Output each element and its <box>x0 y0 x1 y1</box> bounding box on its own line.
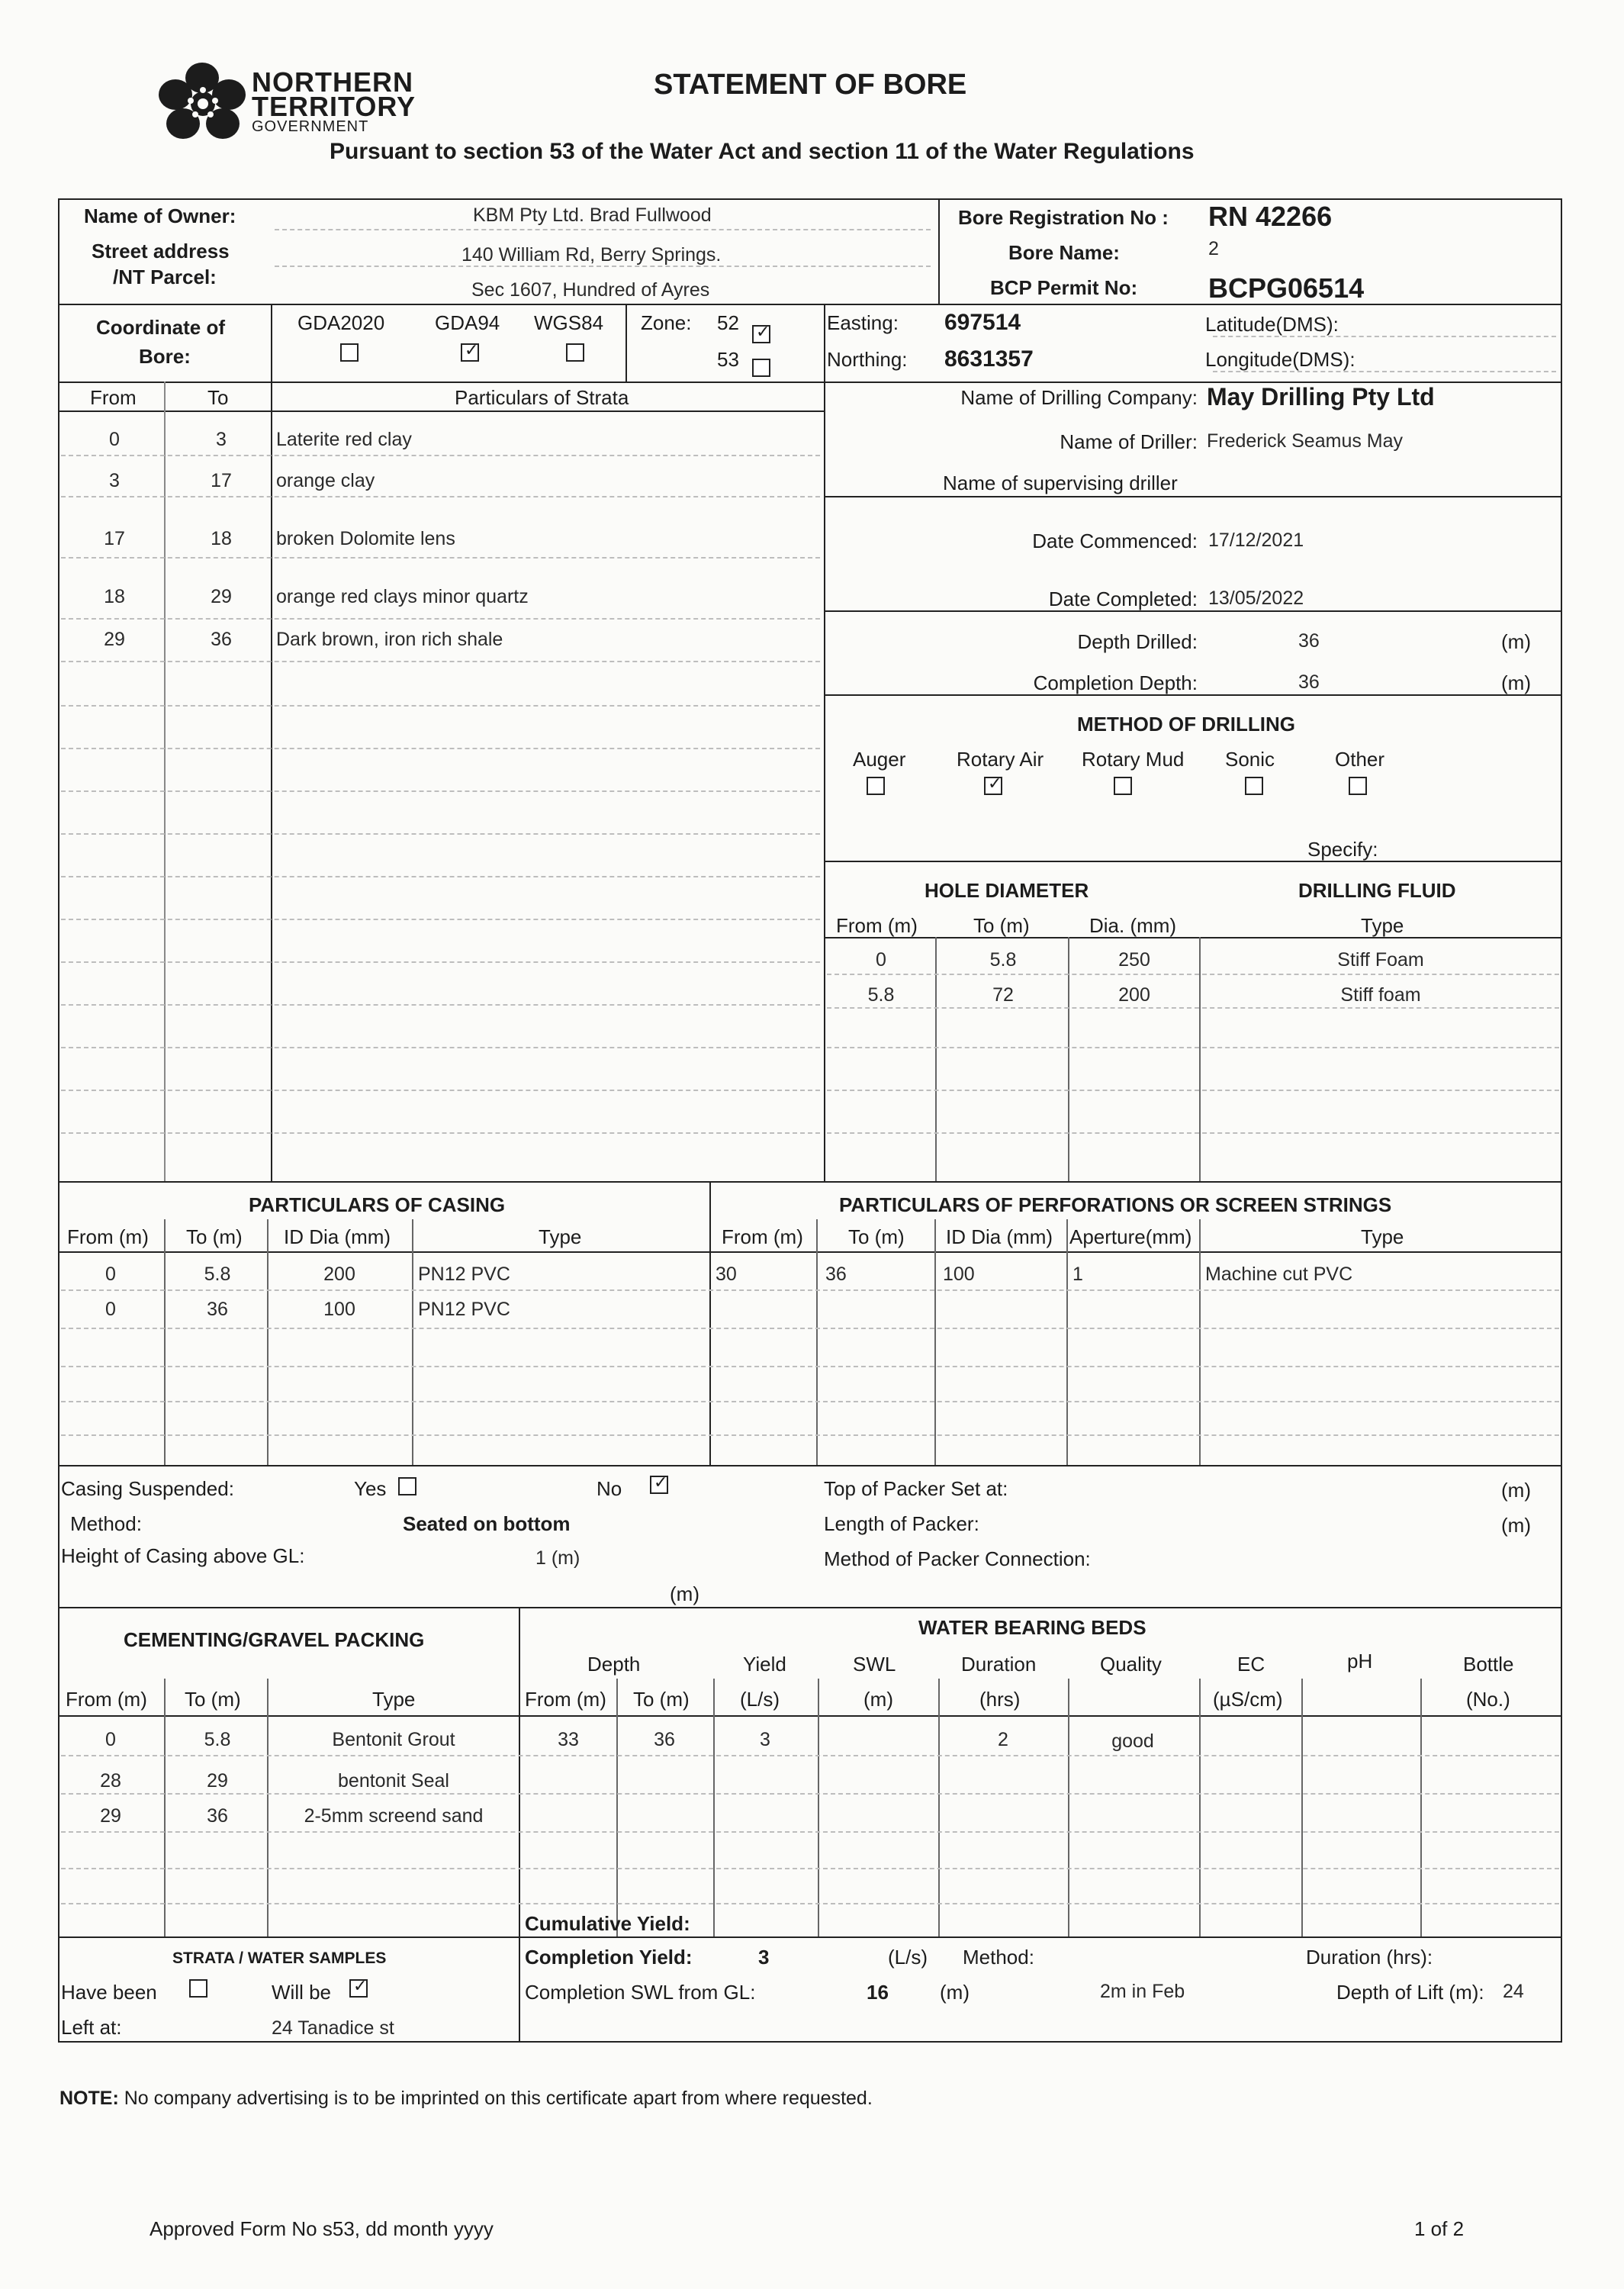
gda2020-checkbox[interactable] <box>340 343 359 362</box>
cementing-row-type: 2-5mm screend sand <box>304 1805 484 1827</box>
casing-suspended-yes-label: Yes <box>354 1477 387 1500</box>
completion-swl-value: 16 <box>867 1981 889 2004</box>
zone-label: Zone: <box>641 311 692 334</box>
water-ec-header: EC <box>1237 1653 1265 1676</box>
water-duration-unit: (hrs) <box>979 1688 1021 1711</box>
method-rotary-air-checkbox[interactable] <box>984 777 1002 795</box>
completion-depth-unit: (m) <box>1501 671 1531 694</box>
depth-drilled-value: 36 <box>1298 630 1320 652</box>
owner-name-label: Name of Owner: <box>84 204 236 227</box>
completion-depth-value: 36 <box>1298 671 1320 693</box>
drilling-company-label: Name of Drilling Company: <box>960 386 1198 409</box>
casing-height-value: 1 (m) <box>535 1547 580 1569</box>
logo-line-1: NORTHERN <box>252 66 413 98</box>
casing-row-id: 100 <box>323 1299 355 1320</box>
perf-row-id: 100 <box>943 1264 975 1285</box>
bore-registration-label: Bore Registration No : <box>958 206 1169 229</box>
date-commenced-label: Date Commenced: <box>1032 530 1198 552</box>
completion-depth-label: Completion Depth: <box>1033 671 1198 694</box>
packer-method-label: Method of Packer Connection: <box>824 1547 1091 1570</box>
hole-diameter-title: HOLE DIAMETER <box>925 879 1089 902</box>
cementing-row-to: 5.8 <box>204 1729 231 1750</box>
date-completed-value: 13/05/2022 <box>1208 588 1304 609</box>
strata-to-header: To <box>207 386 229 409</box>
perf-from-header: From (m) <box>722 1225 803 1248</box>
fluid-type-header: Type <box>1361 914 1404 937</box>
strata-row-from: 29 <box>104 629 125 650</box>
hole-row-to: 72 <box>992 984 1014 1006</box>
method-of-drilling-title: METHOD OF DRILLING <box>1077 713 1295 736</box>
bore-name-value: 2 <box>1208 238 1219 259</box>
bore-name-label: Bore Name: <box>1008 241 1120 264</box>
completion-swl-label: Completion SWL from GL: <box>525 1981 756 2004</box>
nt-logo <box>153 60 252 145</box>
flower-emblem-icon <box>153 60 252 145</box>
longitude-label: Longitude(DMS): <box>1205 348 1355 371</box>
latitude-label: Latitude(DMS): <box>1205 313 1339 336</box>
zone-53-checkbox[interactable] <box>752 359 770 377</box>
hole-from-header: From (m) <box>836 914 918 937</box>
completion-yield-value: 3 <box>758 1946 770 1969</box>
hole-row-to: 5.8 <box>989 949 1017 971</box>
cumulative-yield-label: Cumulative Yield: <box>525 1912 690 1935</box>
water-row-from: 33 <box>558 1729 579 1750</box>
page-title: STATEMENT OF BORE <box>654 69 967 101</box>
casing-row-to: 5.8 <box>204 1264 231 1285</box>
samples-will-be-label: Will be <box>272 1981 332 2004</box>
water-row-yield: 3 <box>760 1729 770 1750</box>
perf-row-aperture: 1 <box>1072 1264 1083 1285</box>
cementing-row-from: 0 <box>105 1729 116 1750</box>
completion-method-label: Method: <box>963 1946 1034 1969</box>
wgs84-label: WGS84 <box>534 311 604 334</box>
method-auger-label: Auger <box>853 748 906 771</box>
perf-type-header: Type <box>1361 1225 1404 1248</box>
cementing-row-from: 28 <box>100 1770 121 1792</box>
owner-name-value: KBM Pty Ltd. Brad Fullwood <box>473 204 712 226</box>
casing-method-label: Method: <box>70 1512 142 1535</box>
date-completed-label: Date Completed: <box>1048 588 1198 610</box>
cementing-row-type: Bentonit Grout <box>332 1729 455 1750</box>
gda94-label: GDA94 <box>435 311 500 334</box>
water-yield-header: Yield <box>743 1653 786 1676</box>
casing-row-from: 0 <box>105 1299 116 1320</box>
bore-label: Bore: <box>139 345 191 368</box>
water-bottle-unit: (No.) <box>1466 1688 1510 1711</box>
casing-row-type: PN12 PVC <box>418 1264 510 1285</box>
water-swl-unit: (m) <box>863 1688 893 1711</box>
wgs84-checkbox[interactable] <box>566 343 584 362</box>
samples-have-been-label: Have been <box>61 1981 157 2004</box>
casing-suspended-no-label: No <box>597 1477 622 1500</box>
strata-row-desc: orange red clays minor quartz <box>276 586 529 607</box>
samples-left-at-value: 24 Tanadice st <box>272 2017 394 2039</box>
cementing-title: CEMENTING/GRAVEL PACKING <box>124 1628 425 1651</box>
water-to-header: To (m) <box>633 1688 690 1711</box>
strata-row-to: 18 <box>211 528 232 549</box>
hole-row-dia: 200 <box>1118 984 1150 1006</box>
packer-top-label: Top of Packer Set at: <box>824 1477 1008 1500</box>
casing-row-type: PN12 PVC <box>418 1299 510 1320</box>
completion-duration-label: Duration (hrs): <box>1306 1946 1433 1969</box>
strata-row-from: 17 <box>104 528 125 549</box>
casing-to-header: To (m) <box>186 1225 243 1248</box>
water-duration-header: Duration <box>961 1653 1037 1676</box>
water-ph-header: pH <box>1347 1650 1373 1672</box>
casing-extra-unit: (m) <box>670 1582 699 1605</box>
footer-note-text: No company advertising is to be imprinted on this certificate apart from where requested. <box>124 2088 873 2109</box>
casing-id-header: ID Dia (mm) <box>284 1225 391 1248</box>
water-row-quality: good <box>1111 1730 1154 1752</box>
fluid-row-type: Stiff Foam <box>1337 949 1424 971</box>
perf-id-header: ID Dia (mm) <box>946 1225 1053 1248</box>
page-subtitle: Pursuant to section 53 of the Water Act and section 11 of the Water Regulations <box>330 139 1195 164</box>
driller-value: Frederick Seamus May <box>1207 430 1404 452</box>
casing-type-header: Type <box>539 1225 582 1248</box>
method-rotary-mud-label: Rotary Mud <box>1082 748 1185 771</box>
casing-height-label: Height of Casing above GL: <box>61 1544 305 1567</box>
cementing-from-header: From (m) <box>66 1688 147 1711</box>
strata-from-header: From <box>90 386 137 409</box>
casing-method-value: Seated on bottom <box>403 1512 571 1535</box>
packer-top-unit: (m) <box>1501 1479 1531 1502</box>
water-bearing-title: WATER BEARING BEDS <box>918 1616 1146 1639</box>
depth-of-lift-value: 24 <box>1503 1981 1524 2002</box>
logo-line-3: GOVERNMENT <box>252 118 369 135</box>
water-yield-unit: (L/s) <box>740 1688 780 1711</box>
nt-parcel-value: Sec 1607, Hundred of Ayres <box>471 279 710 301</box>
casing-title: PARTICULARS OF CASING <box>249 1193 506 1216</box>
cementing-type-header: Type <box>372 1688 416 1711</box>
casing-row-to: 36 <box>207 1299 228 1320</box>
method-rotary-air-label: Rotary Air <box>957 748 1044 771</box>
strata-row-desc: Dark brown, iron rich shale <box>276 629 503 650</box>
water-row-to: 36 <box>654 1729 675 1750</box>
strata-row-desc: Laterite red clay <box>276 429 412 450</box>
perf-row-type: Machine cut PVC <box>1205 1264 1353 1285</box>
water-quality-header: Quality <box>1100 1653 1162 1676</box>
easting-label: Easting: <box>827 311 899 334</box>
water-bottle-header: Bottle <box>1463 1653 1514 1676</box>
cementing-row-to: 29 <box>207 1770 228 1792</box>
casing-suspended-no-checkbox[interactable] <box>650 1476 668 1494</box>
method-rotary-mud-checkbox[interactable] <box>1114 777 1132 795</box>
samples-will-be-checkbox[interactable] <box>349 1979 368 1998</box>
casing-row-id: 200 <box>323 1264 355 1285</box>
street-address-value: 140 William Rd, Berry Springs. <box>461 244 722 266</box>
strata-row-to: 36 <box>211 629 232 650</box>
strata-particulars-header: Particulars of Strata <box>455 386 629 409</box>
casing-row-from: 0 <box>105 1264 116 1285</box>
water-from-header: From (m) <box>525 1688 606 1711</box>
samples-left-at-label: Left at: <box>61 2016 122 2039</box>
gda2020-label: GDA2020 <box>297 311 385 334</box>
packer-length-unit: (m) <box>1501 1514 1531 1537</box>
strata-row-desc: broken Dolomite lens <box>276 528 455 549</box>
perforations-title: PARTICULARS OF PERFORATIONS OR SCREEN STRINGS <box>839 1193 1392 1216</box>
driller-label: Name of Driller: <box>1060 430 1198 453</box>
perf-row-to: 36 <box>825 1264 847 1285</box>
northing-value: 8631357 <box>944 346 1034 372</box>
strata-row-from: 18 <box>104 586 125 607</box>
method-sonic-label: Sonic <box>1225 748 1275 771</box>
logo-line-2: TERRITORY <box>252 91 416 122</box>
footer-note-bold: NOTE: <box>59 2088 119 2109</box>
casing-from-header: From (m) <box>67 1225 149 1248</box>
depth-drilled-unit: (m) <box>1501 630 1531 653</box>
method-auger-checkbox[interactable] <box>867 777 885 795</box>
perf-aperture-header: Aperture(mm) <box>1069 1225 1192 1248</box>
gda94-checkbox[interactable] <box>461 343 479 362</box>
strata-row-to: 3 <box>216 429 227 450</box>
strata-row-desc: orange clay <box>276 470 375 491</box>
drilling-company-value: May Drilling Pty Ltd <box>1207 383 1435 410</box>
completion-swl-note: 2m in Feb <box>1100 1981 1185 2002</box>
strata-row-to: 29 <box>211 586 232 607</box>
bore-registration-value: RN 42266 <box>1208 201 1333 232</box>
street-address-label: Street address <box>92 240 230 262</box>
packer-length-label: Length of Packer: <box>824 1512 979 1535</box>
zone-52-checkbox[interactable] <box>752 325 770 343</box>
completion-swl-unit: (m) <box>940 1981 970 2004</box>
completion-yield-label: Completion Yield: <box>525 1946 693 1969</box>
casing-suspended-label: Casing Suspended: <box>61 1477 234 1500</box>
casing-suspended-yes-checkbox[interactable] <box>398 1477 416 1495</box>
samples-have-been-checkbox[interactable] <box>189 1979 207 1998</box>
cementing-to-header: To (m) <box>185 1688 241 1711</box>
hole-dia-header: Dia. (mm) <box>1089 914 1177 937</box>
hole-to-header: To (m) <box>973 914 1030 937</box>
water-swl-header: SWL <box>853 1653 896 1676</box>
supervising-driller-label: Name of supervising driller <box>943 472 1178 494</box>
method-sonic-checkbox[interactable] <box>1245 777 1263 795</box>
perf-row-from: 30 <box>716 1264 737 1285</box>
hole-row-dia: 250 <box>1118 949 1150 971</box>
approved-form-label: Approved Form No s53, dd month yyyy <box>150 2217 494 2240</box>
page-number: 1 of 2 <box>1414 2217 1465 2240</box>
method-other-checkbox[interactable] <box>1349 777 1367 795</box>
easting-value: 697514 <box>944 310 1021 335</box>
water-ec-unit: (µS/cm) <box>1213 1688 1283 1711</box>
method-specify-label: Specify: <box>1307 838 1378 861</box>
hole-row-from: 0 <box>876 949 886 971</box>
bcp-permit-value: BCPG06514 <box>1208 272 1365 304</box>
zone-52-label: 52 <box>717 311 739 334</box>
completion-yield-unit: (L/s) <box>888 1946 928 1969</box>
nt-parcel-label: /NT Parcel: <box>113 266 217 288</box>
samples-title: STRATA / WATER SAMPLES <box>172 1949 387 1967</box>
bcp-permit-label: BCP Permit No: <box>990 276 1138 299</box>
depth-of-lift-label: Depth of Lift (m): <box>1336 1981 1484 2004</box>
footer-note <box>59 2089 873 2108</box>
strata-row-to: 17 <box>211 470 232 491</box>
fluid-row-type: Stiff foam <box>1340 984 1421 1006</box>
depth-drilled-label: Depth Drilled: <box>1077 630 1198 653</box>
drilling-fluid-title: DRILLING FLUID <box>1298 879 1456 902</box>
coordinate-label: Coordinate of <box>96 316 225 339</box>
date-commenced-value: 17/12/2021 <box>1208 530 1304 551</box>
cementing-row-type: bentonit Seal <box>338 1770 449 1792</box>
cementing-row-to: 36 <box>207 1805 228 1827</box>
water-row-duration: 2 <box>998 1729 1008 1750</box>
zone-53-label: 53 <box>717 348 739 371</box>
perf-to-header: To (m) <box>848 1225 905 1248</box>
strata-row-from: 0 <box>109 429 120 450</box>
strata-row-from: 3 <box>109 470 120 491</box>
method-other-label: Other <box>1335 748 1385 771</box>
northing-label: Northing: <box>827 348 908 371</box>
cementing-row-from: 29 <box>100 1805 121 1827</box>
hole-row-from: 5.8 <box>867 984 895 1006</box>
water-depth-header: Depth <box>587 1653 641 1676</box>
